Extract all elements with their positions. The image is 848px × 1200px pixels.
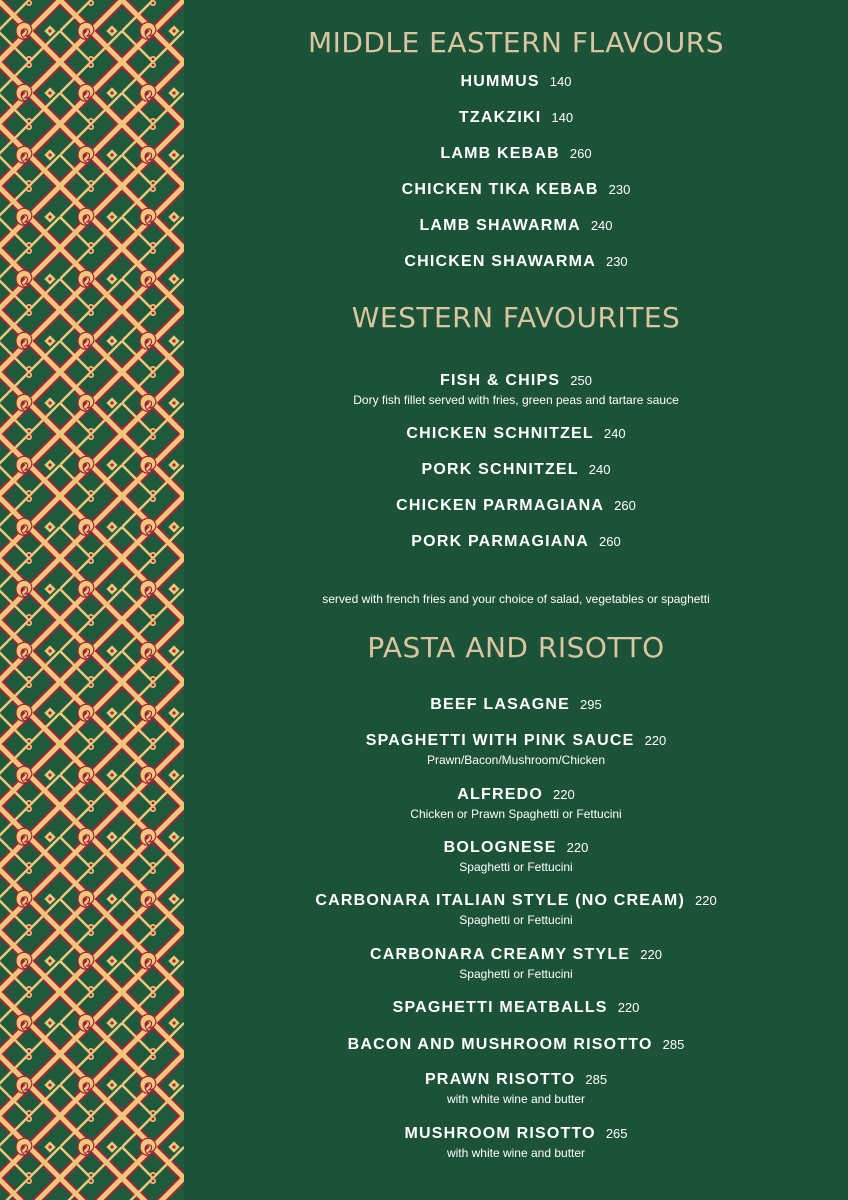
item-price: 285 <box>585 1072 608 1087</box>
paisley-lattice-pattern <box>0 0 184 1200</box>
menu-item <box>184 253 848 271</box>
item-price: 265 <box>605 1126 628 1141</box>
item-name: FISH & CHIPS <box>440 372 561 389</box>
item-name: BEEF LASAGNE <box>430 696 571 713</box>
item-name: MUSHROOM RISOTTO <box>404 1125 596 1142</box>
item-price: 285 <box>662 1037 685 1052</box>
item-price: 220 <box>644 733 667 748</box>
item-price: 240 <box>588 462 611 477</box>
item-name: LAMB SHAWARMA <box>419 217 581 234</box>
item-price: 230 <box>605 254 628 269</box>
item-price: 240 <box>590 218 613 233</box>
item-name: PORK PARMAGIANA <box>411 533 589 550</box>
item-name: CARBONARA CREAMY STYLE <box>370 946 631 963</box>
section-title-western: WESTERN FAVOURITES <box>351 301 681 334</box>
menu-item <box>184 425 848 443</box>
item-name: PORK SCHNITZEL <box>421 461 579 478</box>
menu-item <box>184 839 848 874</box>
item-description: Prawn/Bacon/Mushroom/Chicken <box>426 753 606 767</box>
item-description: with white wine and butter <box>446 1092 586 1106</box>
item-description: Spaghetti or Fettucini <box>459 860 573 874</box>
menu-item <box>184 217 848 235</box>
item-name: ALFREDO <box>457 786 544 803</box>
menu-item <box>184 1071 848 1106</box>
item-name: HUMMUS <box>460 73 540 90</box>
menu-item <box>184 372 848 407</box>
item-name: PRAWN RISOTTO <box>424 1071 576 1088</box>
item-name: SPAGHETTI WITH PINK SAUCE <box>365 732 635 749</box>
item-name: CHICKEN TIKA KEBAB <box>401 181 599 198</box>
item-price: 140 <box>551 110 574 125</box>
item-description: Spaghetti or Fettucini <box>459 967 573 981</box>
item-name: TZAKZIKI <box>458 109 542 126</box>
item-name: SPAGHETTI MEATBALLS <box>392 999 608 1016</box>
menu-item <box>184 533 848 551</box>
item-price: 260 <box>569 146 592 161</box>
menu-page <box>184 0 848 1200</box>
item-price: 220 <box>640 947 662 962</box>
item-price: 220 <box>617 1000 640 1015</box>
menu-item <box>184 145 848 163</box>
item-name: CHICKEN SCHNITZEL <box>406 425 594 442</box>
item-name: LAMB KEBAB <box>440 145 560 162</box>
item-price: 260 <box>614 498 636 513</box>
item-price: 220 <box>566 840 589 855</box>
menu-item <box>184 109 848 127</box>
menu-item <box>184 946 848 981</box>
item-name: BOLOGNESE <box>443 839 557 856</box>
item-name: CHICKEN PARMAGIANA <box>396 497 605 514</box>
item-description: Chicken or Prawn Spaghetti or Fettucini <box>410 807 622 821</box>
item-name: CARBONARA ITALIAN STYLE (NO CREAM) <box>315 892 685 909</box>
item-description: Spaghetti or Fettucini <box>459 913 573 927</box>
menu-item <box>184 73 848 91</box>
menu-item <box>184 892 848 927</box>
item-price: 260 <box>599 534 621 549</box>
section-note: served with french fries and your choice of salad, vegetables or spaghetti <box>322 592 710 606</box>
menu-item <box>184 1036 848 1054</box>
section-title-pasta-risotto: PASTA AND RISOTTO <box>367 631 665 664</box>
menu-item <box>184 732 848 767</box>
item-price: 140 <box>549 74 572 89</box>
menu-item <box>184 181 848 199</box>
item-price: 220 <box>694 893 717 908</box>
decorative-pattern-border <box>0 0 184 1200</box>
item-price: 230 <box>608 182 631 197</box>
menu-item <box>184 786 848 821</box>
item-name: CHICKEN SHAWARMA <box>404 253 596 270</box>
item-price: 295 <box>580 697 602 712</box>
item-description: with white wine and butter <box>446 1146 586 1160</box>
item-price: 240 <box>603 426 626 441</box>
section-title-middle-eastern: MIDDLE EASTERN FLAVOURS <box>307 26 725 59</box>
menu-item <box>184 999 848 1017</box>
menu-item <box>184 696 848 714</box>
item-price: 220 <box>553 787 575 802</box>
menu-item <box>184 497 848 515</box>
menu-item <box>184 461 848 479</box>
item-description: Dory fish fillet served with fries, green peas and tartare sauce <box>353 393 679 407</box>
menu-item <box>184 1125 848 1160</box>
item-name: BACON AND MUSHROOM RISOTTO <box>347 1036 653 1053</box>
item-price: 250 <box>570 373 592 388</box>
